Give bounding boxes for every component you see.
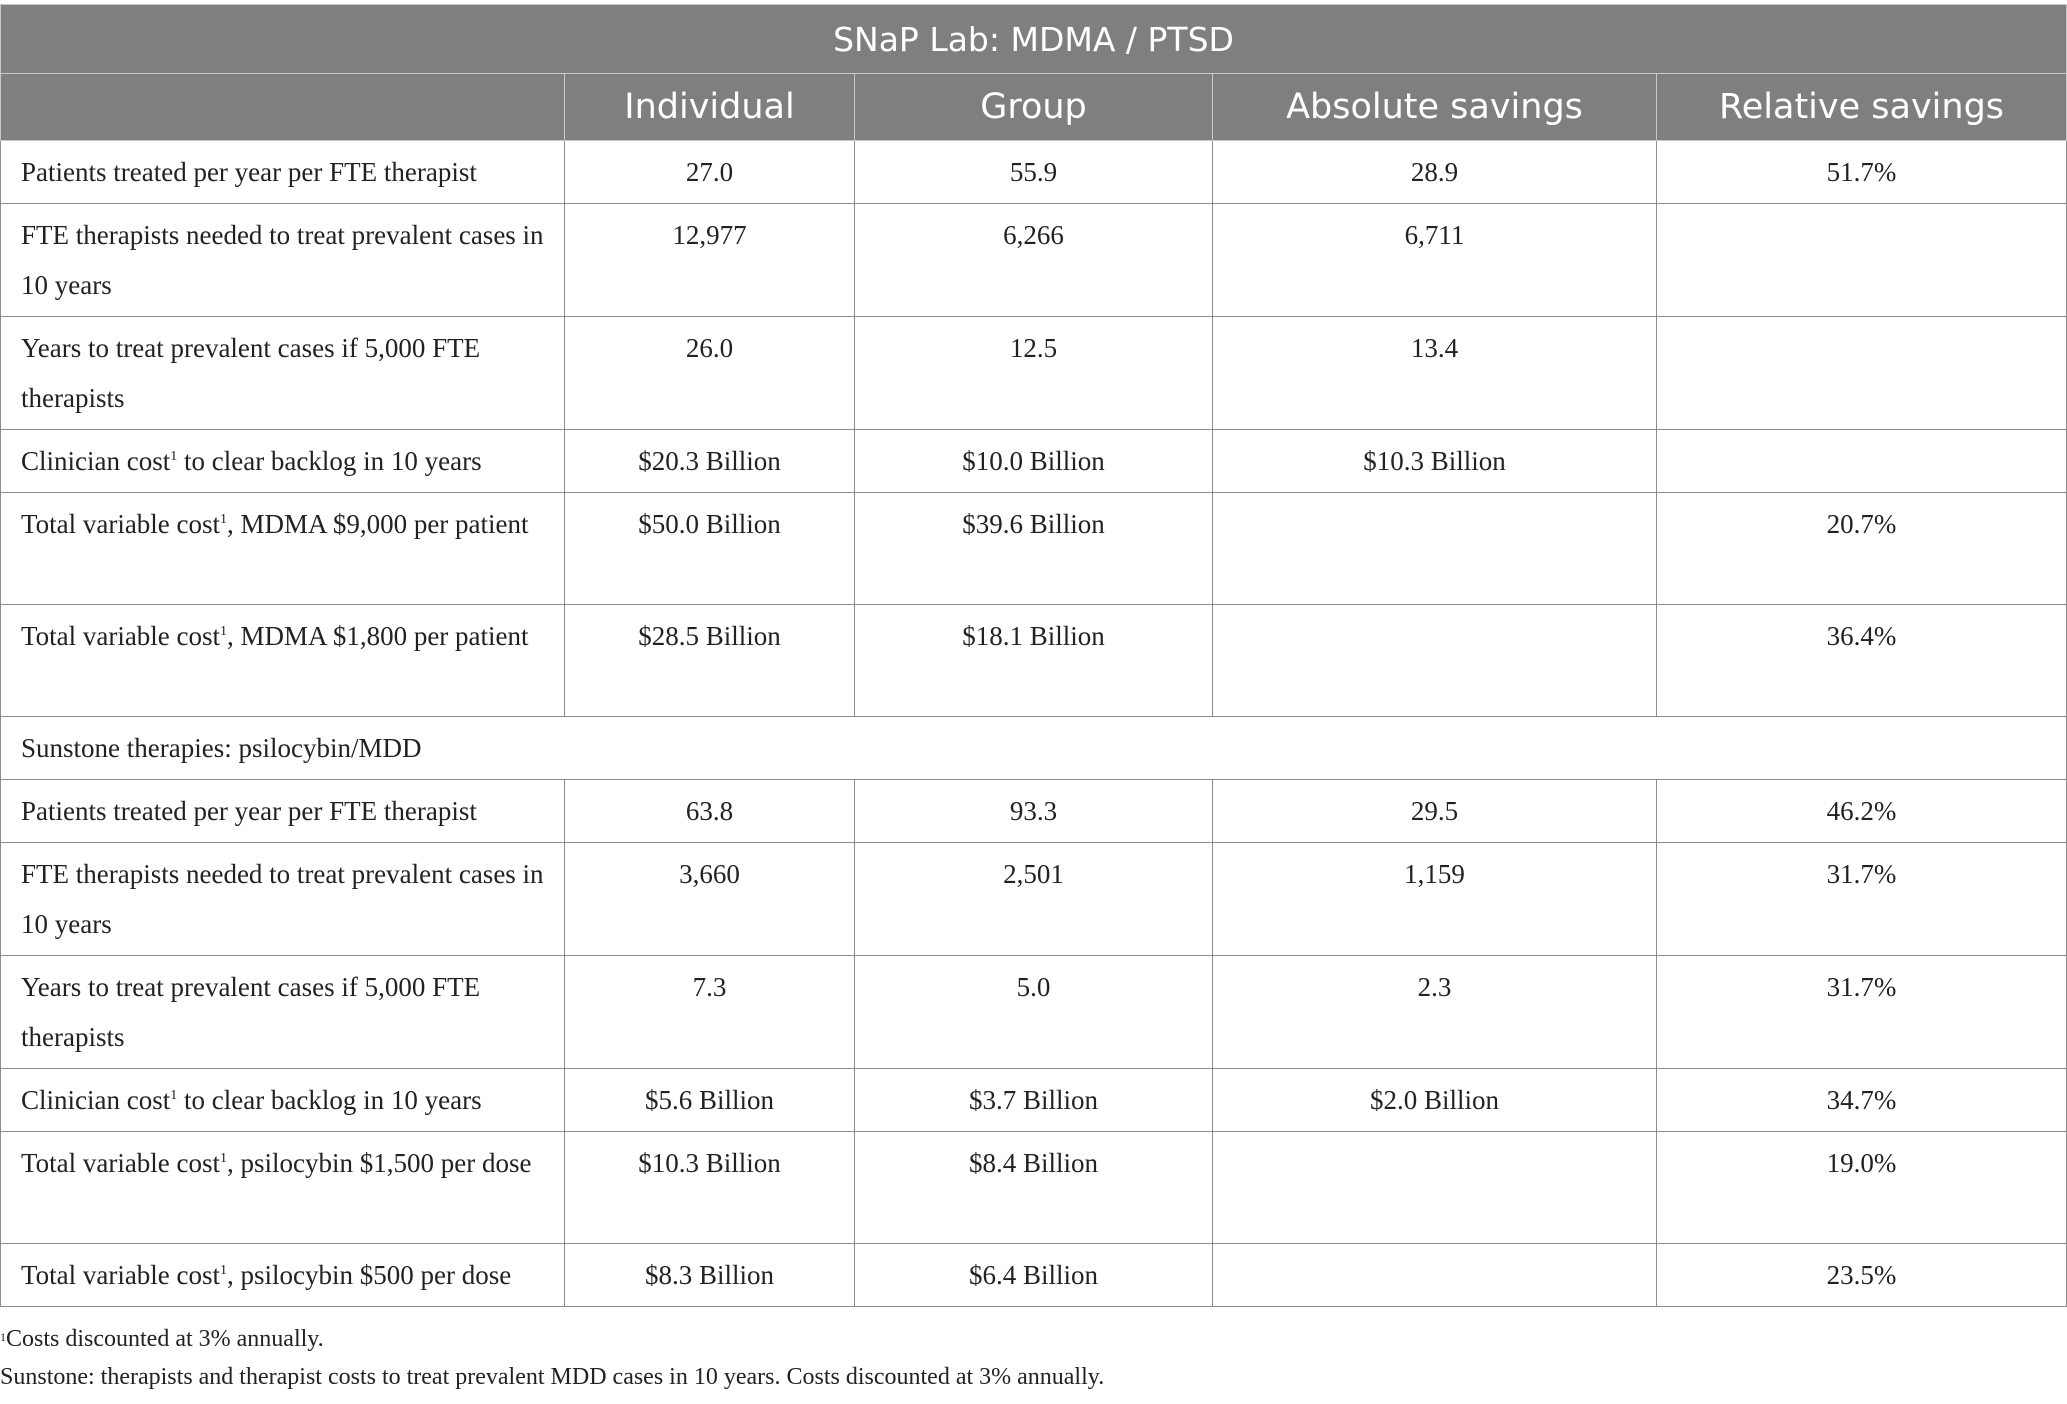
footnote-marker: 1 — [220, 512, 228, 527]
cell-absolute-savings: $10.3 Billion — [1213, 430, 1657, 493]
table-row — [1, 956, 2067, 1069]
cell-relative-savings: 23.5% — [1657, 1244, 2067, 1307]
column-header-group: Group — [855, 74, 1213, 141]
table-row — [1, 317, 2067, 430]
table-row — [1, 1132, 2067, 1244]
cell-group: $6.4 Billion — [855, 1244, 1213, 1307]
cell-absolute-savings: $2.0 Billion — [1213, 1069, 1657, 1132]
cell-individual: 27.0 — [565, 141, 855, 204]
row-label: FTE therapists needed to treat prevalent cases in 10 years — [1, 204, 565, 317]
cell-individual: 7.3 — [565, 956, 855, 1069]
cell-group: 12.5 — [855, 317, 1213, 430]
cell-absolute-savings: 28.9 — [1213, 141, 1657, 204]
cell-individual: $28.5 Billion — [565, 605, 855, 717]
cell-absolute-savings: 13.4 — [1213, 317, 1657, 430]
row-label: FTE therapists needed to treat prevalent cases in 10 years — [1, 843, 565, 956]
results-table — [0, 4, 2067, 1307]
cell-individual: 26.0 — [565, 317, 855, 430]
cell-group: 93.3 — [855, 780, 1213, 843]
cell-group: 6,266 — [855, 204, 1213, 317]
cell-absolute-savings — [1213, 1244, 1657, 1307]
column-header-individual: Individual — [565, 74, 855, 141]
row-label: Clinician cost$^1$ to clear backlog in 10 years — [1, 430, 565, 493]
row-label: Total variable cost$^1$, MDMA $9,000 per patient — [1, 493, 565, 605]
cell-absolute-savings: 29.5 — [1213, 780, 1657, 843]
cell-absolute-savings: 6,711 — [1213, 204, 1657, 317]
section-label: Sunstone therapies: psilocybin/MDD — [1, 717, 2067, 780]
cell-relative-savings: 51.7% — [1657, 141, 2067, 204]
cell-absolute-savings — [1213, 605, 1657, 717]
cell-relative-savings: 46.2% — [1657, 780, 2067, 843]
cell-absolute-savings — [1213, 493, 1657, 605]
table-row — [1, 605, 2067, 717]
column-header-absolute-savings: Absolute savings — [1213, 74, 1657, 141]
row-label: Years to treat prevalent cases if 5,000 FTE therapists — [1, 956, 565, 1069]
table-footnotes — [0, 1320, 1104, 1396]
cell-relative-savings: 34.7% — [1657, 1069, 2067, 1132]
footnote-marker: 1 — [220, 624, 228, 639]
row-label: Patients treated per year per FTE therapist — [1, 141, 565, 204]
cell-relative-savings: 31.7% — [1657, 956, 2067, 1069]
cell-absolute-savings: 1,159 — [1213, 843, 1657, 956]
footnote-marker: 1 — [220, 1263, 228, 1278]
cell-relative-savings — [1657, 430, 2067, 493]
cell-group: 55.9 — [855, 141, 1213, 204]
cell-individual: $5.6 Billion — [565, 1069, 855, 1132]
footnote-2: Sunstone: therapists and therapist costs to treat prevalent MDD cases in 10 years. Costs discounted at 3% annually. — [0, 1364, 1105, 1390]
results-table-container — [0, 4, 2066, 1307]
column-header-label — [1, 74, 565, 141]
row-label: Total variable cost$^1$, psilocybin $500 per dose — [1, 1244, 565, 1307]
footnote-marker: 1 — [220, 1151, 228, 1166]
table-row — [1, 1244, 2067, 1307]
cell-absolute-savings: 2.3 — [1213, 956, 1657, 1069]
footnote-1: $^1$Costs discounted at 3% annually. — [0, 1326, 324, 1352]
table-title: SNaP Lab: MDMA / PTSD — [1, 5, 2067, 74]
cell-individual: 12,977 — [565, 204, 855, 317]
row-label: Total variable cost$^1$, MDMA $1,800 per patient — [1, 605, 565, 717]
cell-individual: 63.8 — [565, 780, 855, 843]
cell-relative-savings: 36.4% — [1657, 605, 2067, 717]
table-row — [1, 430, 2067, 493]
footnote-marker: 1 — [170, 449, 178, 464]
row-label: Patients treated per year per FTE therapist — [1, 780, 565, 843]
cell-group: $39.6 Billion — [855, 493, 1213, 605]
cell-relative-savings: 20.7% — [1657, 493, 2067, 605]
cell-group: 2,501 — [855, 843, 1213, 956]
cell-individual: 3,660 — [565, 843, 855, 956]
cell-relative-savings — [1657, 204, 2067, 317]
cell-relative-savings: 19.0% — [1657, 1132, 2067, 1244]
cell-individual: $20.3 Billion — [565, 430, 855, 493]
cell-individual: $50.0 Billion — [565, 493, 855, 605]
table-row — [1, 141, 2067, 204]
row-label: Years to treat prevalent cases if 5,000 FTE therapists — [1, 317, 565, 430]
column-header-relative-savings: Relative savings — [1657, 74, 2067, 141]
row-label: Total variable cost$^1$, psilocybin $1,500 per dose — [1, 1132, 565, 1244]
cell-group: $18.1 Billion — [855, 605, 1213, 717]
table-row — [1, 780, 2067, 843]
cell-relative-savings — [1657, 317, 2067, 430]
cell-individual: $8.3 Billion — [565, 1244, 855, 1307]
footnote-marker: 1 — [0, 1330, 6, 1344]
cell-group: $10.0 Billion — [855, 430, 1213, 493]
cell-relative-savings: 31.7% — [1657, 843, 2067, 956]
table-row — [1, 1069, 2067, 1132]
footnote-marker: 1 — [170, 1088, 178, 1103]
row-label: Clinician cost$^1$ to clear backlog in 10 years — [1, 1069, 565, 1132]
table-row — [1, 843, 2067, 956]
cell-group: $3.7 Billion — [855, 1069, 1213, 1132]
cell-individual: $10.3 Billion — [565, 1132, 855, 1244]
cell-absolute-savings — [1213, 1132, 1657, 1244]
section-row — [1, 717, 2067, 780]
cell-group: $8.4 Billion — [855, 1132, 1213, 1244]
table-row — [1, 204, 2067, 317]
table-row — [1, 493, 2067, 605]
cell-group: 5.0 — [855, 956, 1213, 1069]
